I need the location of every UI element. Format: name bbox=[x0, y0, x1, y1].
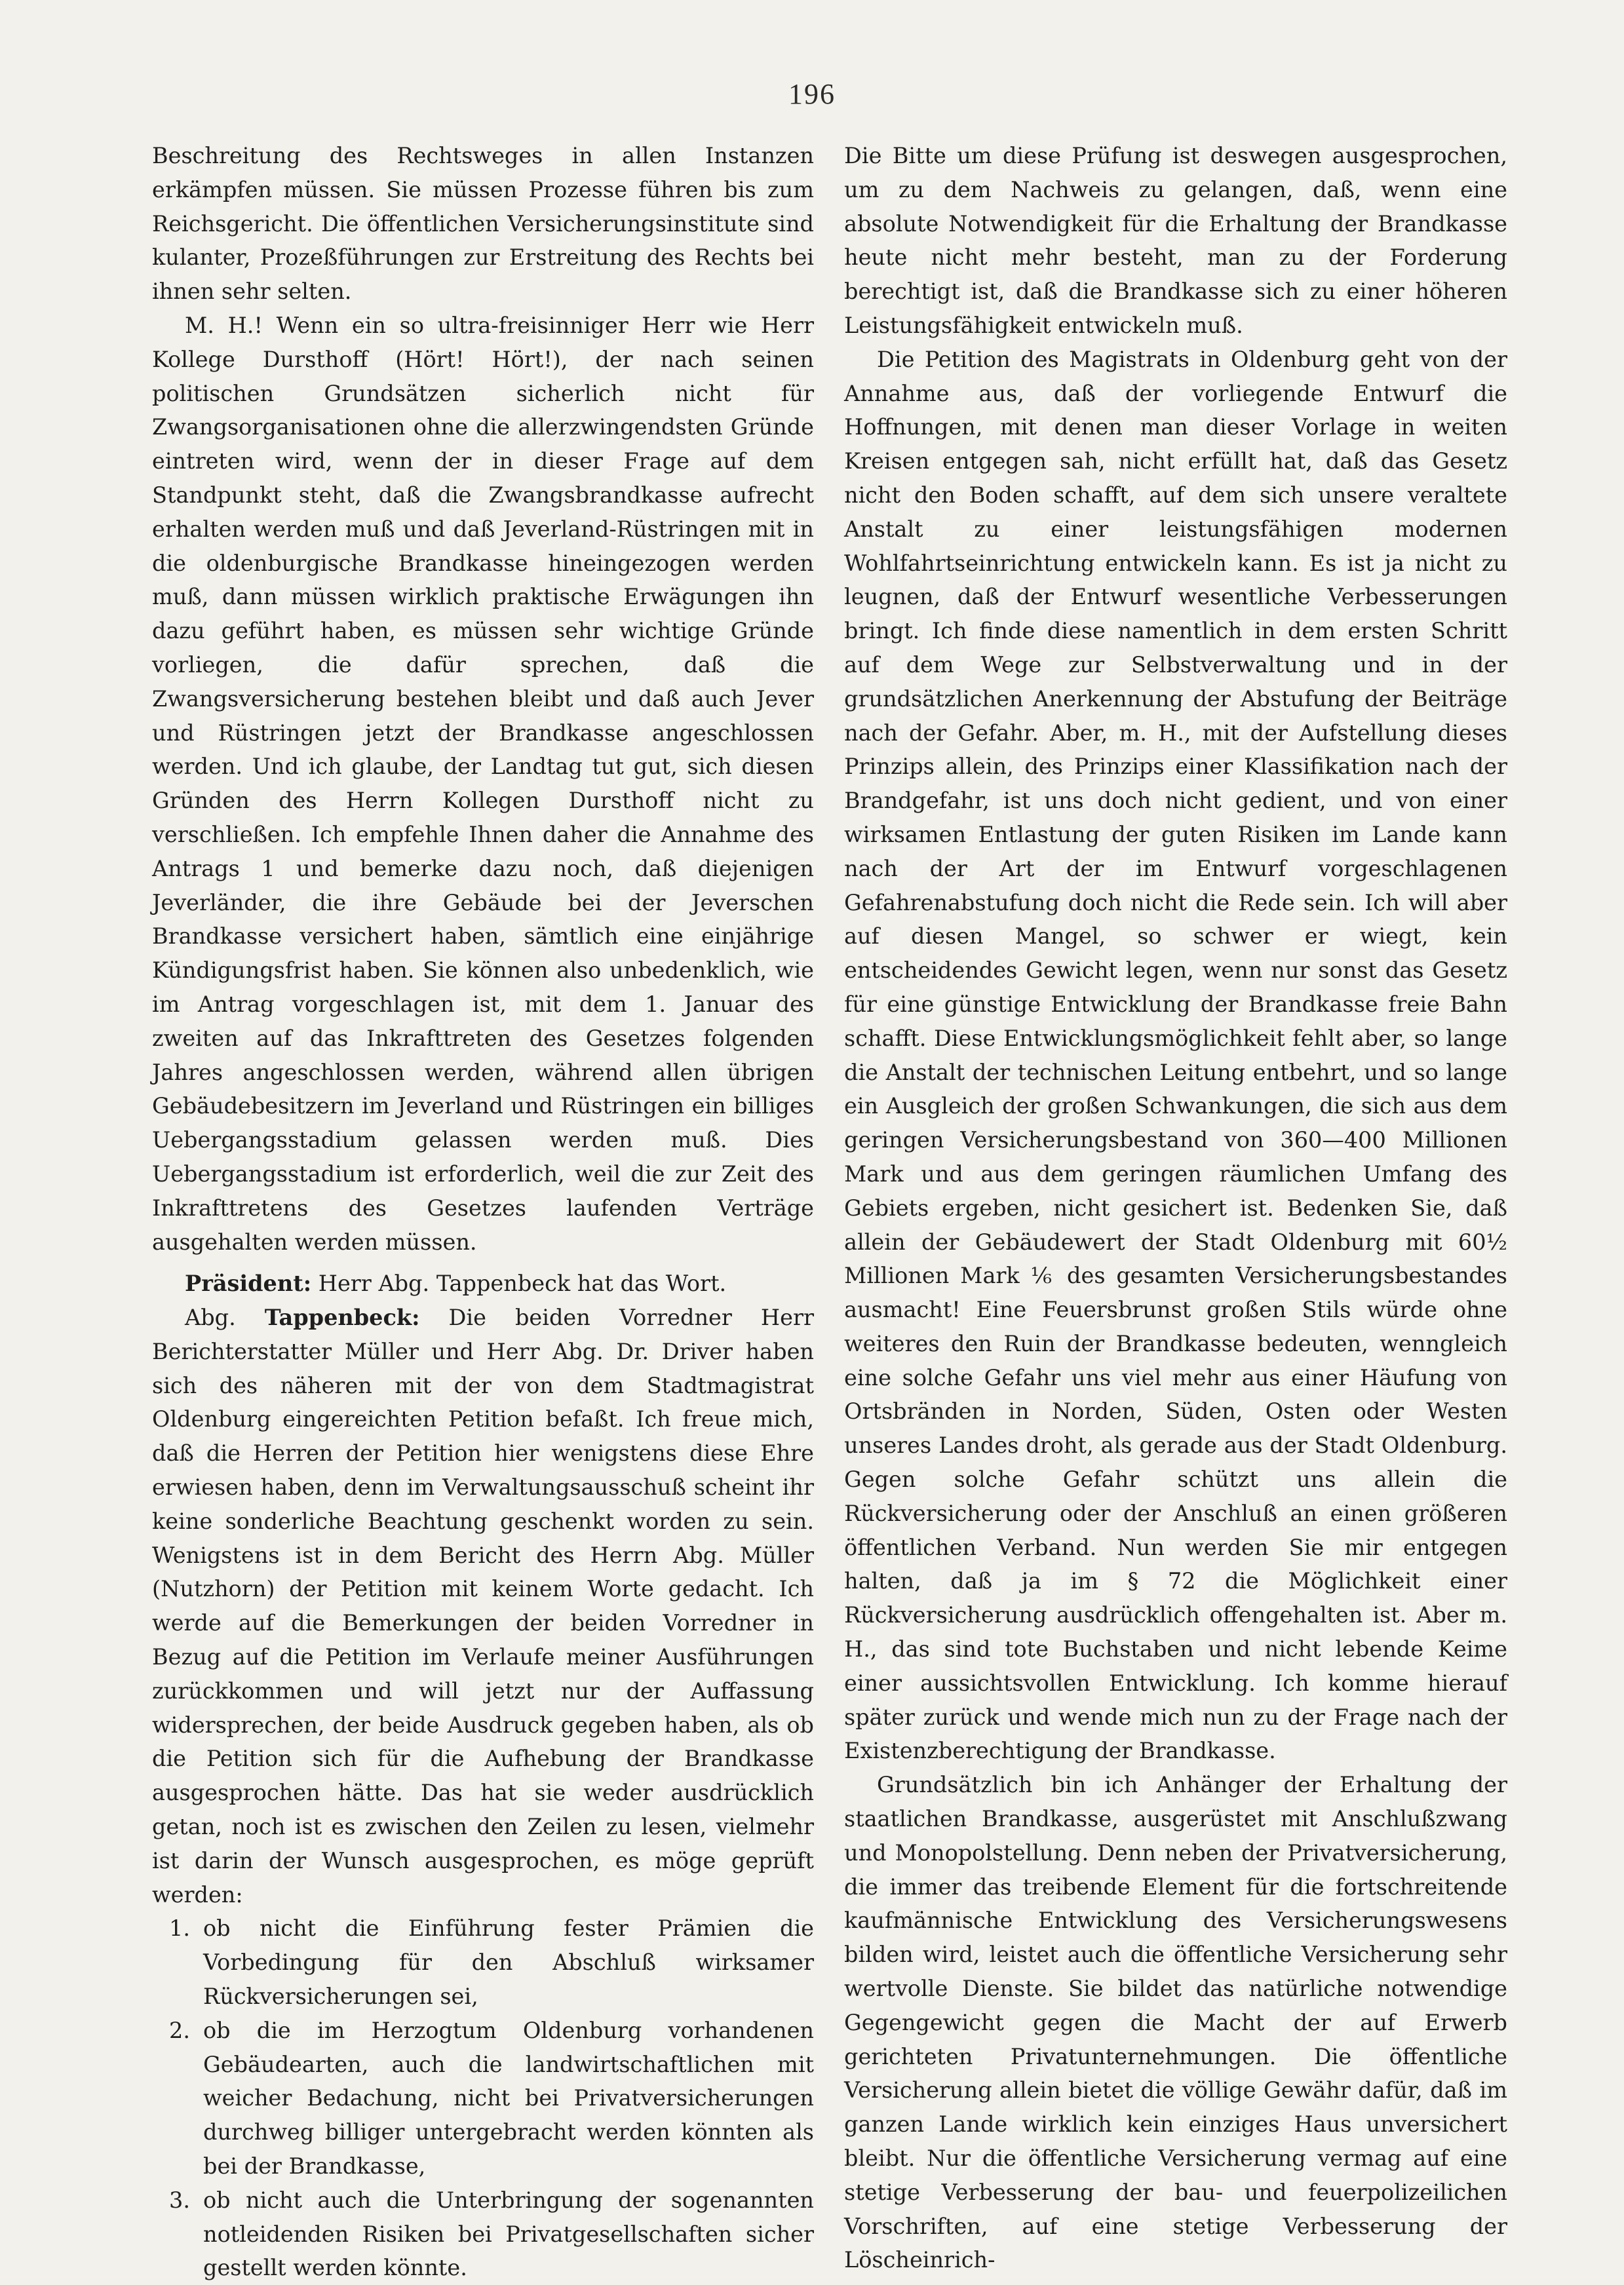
list-item-number: 2. bbox=[169, 2017, 190, 2043]
left-paragraph-2: M. H.! Wenn ein so ultra-freisinniger Herr wie Herr Kollege Dursthoff (Hört! Hört!), der nach seinen politischen Grundsätzen sicherlich nicht für Zwangsorganisationen ohne die allerzwingendsten Gründe eintreten wird, wenn der in dieser Frage auf dem Standpunkt steht, daß die Zwangsbrandkasse aufrecht erhalten werden muß und daß Jeverland-Rüstringen mit in die oldenburgische Brandkasse hineingezogen werden muß, dann müssen wirklich praktische Erwägungen ihn dazu geführt haben, es müssen sehr wichtige Gründe vorliegen, die dafür sprechen, daß die Zwangsversicherung bestehen bleibt und daß auch Jever und Rüstringen jetzt der Brandkasse angeschlossen werden. Und ich glaube, der Landtag tut gut, sich diesen Gründen des Herrn Kollegen Dursthoff nicht zu verschließen. Ich empfehle Ihnen daher die Annahme des Antrags 1 und bemerke dazu noch, daß diejenigen Jeverländer, die ihre Gebäude bei der Jeverschen Brandkasse versichert haben, sämtlich eine einjährige Kündigungsfrist haben. Sie können also unbedenklich, wie im Antrag vorgeschlagen ist, mit dem 1. Januar des zweiten auf das Inkrafttreten des Gesetzes folgenden Jahres angeschlossen werden, während allen übrigen Gebäudebesitzern im Jeverland und Rüstringen ein billiges Uebergangsstadium gelassen werden muß. Dies Uebergangsstadium ist erforderlich, weil die zur Zeit des Inkrafttretens des Gesetzes laufenden Verträge ausgehalten werden müssen. bbox=[152, 312, 814, 1255]
right-paragraph-2: Die Petition des Magistrats in Oldenburg geht von der Annahme aus, daß der vorliegende Entwurf die Hoffnungen, mit denen man dieser Vorlage in weiten Kreisen entgegen sah, nicht erfüllt hat, daß das Gesetz nicht den Boden schafft, auf dem sich unsere veraltete Anstalt zu einer leistungsfähigen modernen Wohlfahrtseinrichtung entwickeln kann. Es ist ja nicht zu leugnen, daß der Entwurf wesentliche Verbesserungen bringt. Ich finde diese namentlich in dem ersten Schritt auf dem Wege zur Selbstverwaltung und in der grundsätzlichen Anerkennung der Abstufung der Beiträge nach der Gefahr. Aber, m. H., mit der Aufstellung dieses Prinzips allein, des Prinzips einer Klassifikation nach der Brandgefahr, ist uns doch nicht gedient, und von einer wirksamen Entlastung der guten Risiken im Lande kann nach der Art der im Entwurf vorgeschlagenen Gefahrenabstufung doch nicht die Rede sein. Ich will aber auf diesen Mangel, so schwer er wiegt, kein entscheidendes Gewicht legen, wenn nur sonst das Gesetz für eine günstige Entwicklung der Brandkasse freie Bahn schafft. Diese Entwicklungsmöglichkeit fehlt aber, so lange die Anstalt der technischen Leitung entbehrt, und so lange ein Ausgleich der großen Schwankungen, die sich aus dem geringen Versicherungsbestand von 360—400 Millionen Mark und aus dem geringen räumlichen Umfang des Gebiets ergeben, nicht gesichert ist. Bedenken Sie, daß allein der Gebäudewert der Stadt Oldenburg mit 60½ Millionen Mark ⅙ des gesamten Versicherungsbestandes ausmacht! Eine Feuersbrunst großen Stils würde ohne weiteres den Ruin der Brandkasse bedeuten, wenngleich eine solche Gefahr uns viel mehr aus einer Häufung von Ortsbränden in Norden, Süden, Osten oder Westen unseres Landes droht, als gerade aus der Stadt Oldenburg. Gegen solche Gefahr schützt uns allein die Rückversicherung oder der Anschluß an einen größeren öffentlichen Verband. Nun werden Sie mir entgegen halten, daß ja im § 72 die Möglichkeit einer Rückversicherung ausdrücklich offengehalten ist. Aber m. H., das sind tote Buchstaben und nicht lebende Keime einer aussichtsvollen Entwicklung. Ich komme hierauf später zurück und wende mich nun zu der Frage nach der Existenzberechtigung der Brandkasse. bbox=[844, 346, 1507, 1764]
right-paragraph-1: Die Bitte um diese Prüfung ist deswegen ausgesprochen, um zu dem Nachweis zu gelangen, daß, wenn eine absolute Notwendigkeit für die Erhaltung der Brandkasse heute nicht mehr besteht, man zu der Forderung berechtigt ist, daß die Brandkasse sich zu einer höheren Leistungsfähigkeit entwickeln muß. bbox=[844, 143, 1507, 338]
right-paragraph-3: Grundsätzlich bin ich Anhänger der Erhaltung der staatlichen Brandkasse, ausgerüstet mit Anschlußzwang und Monopolstellung. Denn neben der Privatversicherung, die immer das treibende Element für die fortschreitende kaufmännische Entwicklung des Versicherungswesens bilden wird, leistet auch die öffentliche Versicherung sehr wertvolle Dienste. Sie bildet das natürliche notwendige Gegengewicht gegen die Macht der auf Erwerb gerichteten Privatunternehmungen. Die öffentliche Versicherung allein bietet die völlige Gewähr dafür, daß im ganzen Lande wirklich kein einziges Haus unversichert bleibt. Nur die öffentliche Versicherung vermag auf eine stetige Verbesserung der bau- und feuerpolizeilichen Vorschriften, auf eine stetige Verbesserung der Löscheinrich- bbox=[844, 1772, 1507, 2273]
list-item bbox=[152, 2183, 814, 2285]
left-column bbox=[152, 139, 814, 2285]
right-column bbox=[844, 139, 1507, 2277]
list-item-text: ob nicht auch die Unterbringung der sogenannten notleidenden Risiken bei Privatgesellschaften sicher gestellt werden könnte. bbox=[203, 2187, 814, 2281]
list-item-text: ob nicht die Einführung fester Prämien die Vorbedingung für den Abschluß wirksamer Rückversicherungen sei, bbox=[203, 1915, 814, 2010]
list-item-text: ob die im Herzogtum Oldenburg vorhandenen Gebäudearten, auch die landwirtschaftlichen mit weicher Bedachung, nicht bei Privatversicherungen durchweg billiger untergebracht werden könnten als bei der Brandkasse, bbox=[203, 2017, 814, 2179]
tappenbeck-prefix: Abg. bbox=[185, 1305, 265, 1331]
tappenbeck-statement bbox=[152, 1301, 814, 1911]
petition-question-list bbox=[152, 1911, 814, 2285]
speaker-tappenbeck: Tappenbeck: bbox=[264, 1305, 420, 1331]
page-number: 196 bbox=[788, 78, 836, 110]
list-item bbox=[152, 2014, 814, 2183]
speaker-president: Präsident: bbox=[185, 1271, 312, 1297]
tappenbeck-statement-text: Die beiden Vorredner Herr Berichterstatter Müller und Herr Abg. Dr. Driver haben sich des näheren mit der von dem Stadtmagistrat Oldenburg eingereichten Petition befaßt. Ich freue mich, daß die Herren der Petition hier wenigstens diese Ehre erwiesen haben, denn im Verwaltungsausschuß scheint ihr keine sonderliche Beachtung geschenkt worden zu sein. Wenigstens ist in dem Bericht des Herrn Abg. Müller (Nutzhorn) der Petition mit keinem Worte gedacht. Ich werde auf die Bemerkungen der beiden Vorredner in Bezug auf die Petition im Verlaufe meiner Ausführungen zurückkommen und will jetzt nur der Auffassung widersprechen, der beide Ausdruck gegeben haben, als ob die Petition sich für die Aufhebung der Brandkasse ausgesprochen hätte. Das hat sie weder ausdrücklich getan, noch ist es zwischen den Zeilen zu lesen, vielmehr ist darin der Wunsch ausgesprochen, es möge geprüft werden: bbox=[152, 1305, 814, 1908]
president-statement bbox=[152, 1267, 814, 1301]
president-statement-text: Herr Abg. Tappenbeck hat das Wort. bbox=[311, 1271, 727, 1297]
list-item bbox=[152, 1911, 814, 2013]
list-item-number: 1. bbox=[169, 1915, 190, 1942]
left-paragraph-1: Beschreitung des Rechtsweges in allen Instanzen erkämpfen müssen. Sie müssen Prozesse führen bis zum Reichsgericht. Die öffentlichen Versicherungsinstitute sind kulanter, Prozeßführungen zur Erstreitung des Rechts bei ihnen sehr selten. bbox=[152, 143, 814, 305]
list-item-number: 3. bbox=[169, 2187, 190, 2213]
